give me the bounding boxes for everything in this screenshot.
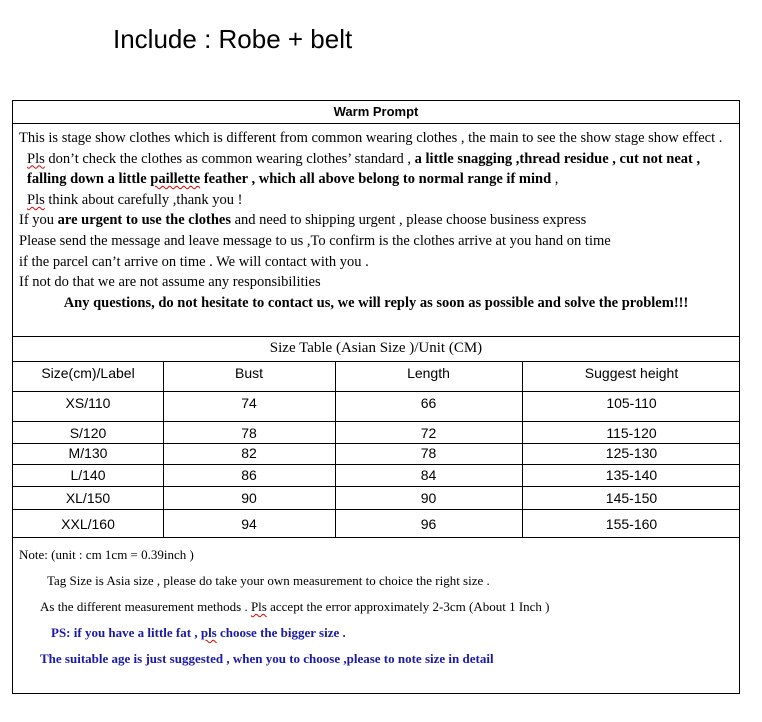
table-cell: 90 (241, 490, 257, 506)
table-cell: 155-160 (605, 516, 658, 532)
note-ps (51, 625, 346, 641)
note-measurement (40, 599, 550, 615)
note-tag-size: Tag Size is Asia size , please do take your own measurement to choice the right size . (47, 573, 490, 588)
prompt-line (19, 210, 733, 231)
warm-prompt-heading: Warm Prompt (333, 104, 419, 119)
spell-word: Pls (27, 191, 45, 208)
prompt-line (19, 149, 733, 190)
table-cell: M/130 (68, 445, 108, 461)
spell-word: Pls (27, 150, 45, 167)
column-header: Length (407, 365, 450, 381)
table-cell: 74 (241, 395, 257, 411)
table-cell: L/140 (70, 467, 106, 483)
table-cell: 72 (420, 425, 437, 441)
size-table-heading: Size Table (Asian Size )/Unit (CM) (269, 340, 483, 356)
table-cell: 84 (420, 467, 437, 483)
prompt-line-contact: Any questions, do not hesitate to contact us, we will reply as soon as possible and solve the problem!!! (63, 294, 689, 311)
table-cell: 86 (241, 467, 257, 483)
page-title: Include : Robe + belt (113, 24, 353, 54)
note-text: PS: if you have a little fat , (51, 625, 201, 640)
prompt-line: If not do that we are not assume any responsibilities (19, 274, 321, 291)
table-cell: 115-120 (606, 425, 657, 441)
table-cell: 78 (241, 425, 257, 441)
table-cell: XS/110 (65, 395, 111, 411)
prompt-text: If you (19, 212, 58, 229)
row-divider (13, 421, 739, 422)
prompt-text: don’t check the clothes as common wearing clothes’ standard , (44, 150, 415, 167)
table-cell: 145-150 (605, 490, 658, 506)
table-cell: 82 (241, 445, 257, 461)
note-unit: Note: (unit : cm 1cm = 0.39inch ) (19, 547, 194, 562)
spell-word: Pls (250, 599, 267, 614)
prompt-line (19, 190, 733, 211)
prompt-bold: feather , which all above belong to normal range if mind (200, 171, 552, 188)
spell-word: paillette (150, 171, 201, 188)
column-header: Bust (234, 365, 263, 381)
table-cell: 96 (420, 516, 437, 532)
prompt-text: , (551, 171, 559, 188)
prompt-text: and need to shipping urgent , please choose business express (230, 212, 587, 229)
column-header: Size(cm)/Label (41, 365, 135, 381)
table-cell: 90 (420, 490, 437, 506)
note-age: The suitable age is just suggested , when you to choose ,please to note size in detail (40, 651, 494, 666)
row-divider (13, 537, 739, 538)
note-text: As the different measurement methods . (40, 599, 251, 614)
prompt-line: Please send the message and leave message to us ,To confirm is the clothes arrive at you hand on time (19, 232, 611, 249)
table-cell: 125-130 (605, 445, 658, 461)
table-cell: 94 (241, 516, 257, 532)
row-divider (13, 391, 739, 392)
note-text: choose the bigger size . (216, 625, 346, 640)
table-cell: 135-140 (605, 467, 658, 483)
prompt-bold: a little snagging ,thread residue , cut not neat , falling down a little (27, 150, 701, 188)
table-cell: XXL/160 (61, 516, 115, 532)
warm-prompt-body (13, 123, 739, 313)
table-cell: XL/150 (65, 490, 111, 506)
spell-word: pls (200, 625, 217, 640)
info-table (12, 100, 740, 694)
prompt-bold: are urgent to use the clothes (57, 212, 231, 229)
table-cell: 66 (420, 395, 437, 411)
prompt-line: This is stage show clothes which is different from common wearing clothes , the main to see the show stage show effect . (19, 130, 723, 146)
table-cell: 78 (420, 445, 437, 461)
prompt-text: think about carefully ,thank you ! (44, 191, 243, 208)
row-divider (13, 509, 739, 510)
prompt-line: if the parcel can’t arrive on time . We will contact with you . (19, 253, 369, 270)
table-cell: S/120 (69, 425, 107, 441)
table-cell: 105-110 (606, 395, 657, 411)
column-header: Suggest height (584, 365, 679, 381)
note-text: accept the error approximately 2-3cm (About 1 Inch ) (266, 599, 550, 614)
